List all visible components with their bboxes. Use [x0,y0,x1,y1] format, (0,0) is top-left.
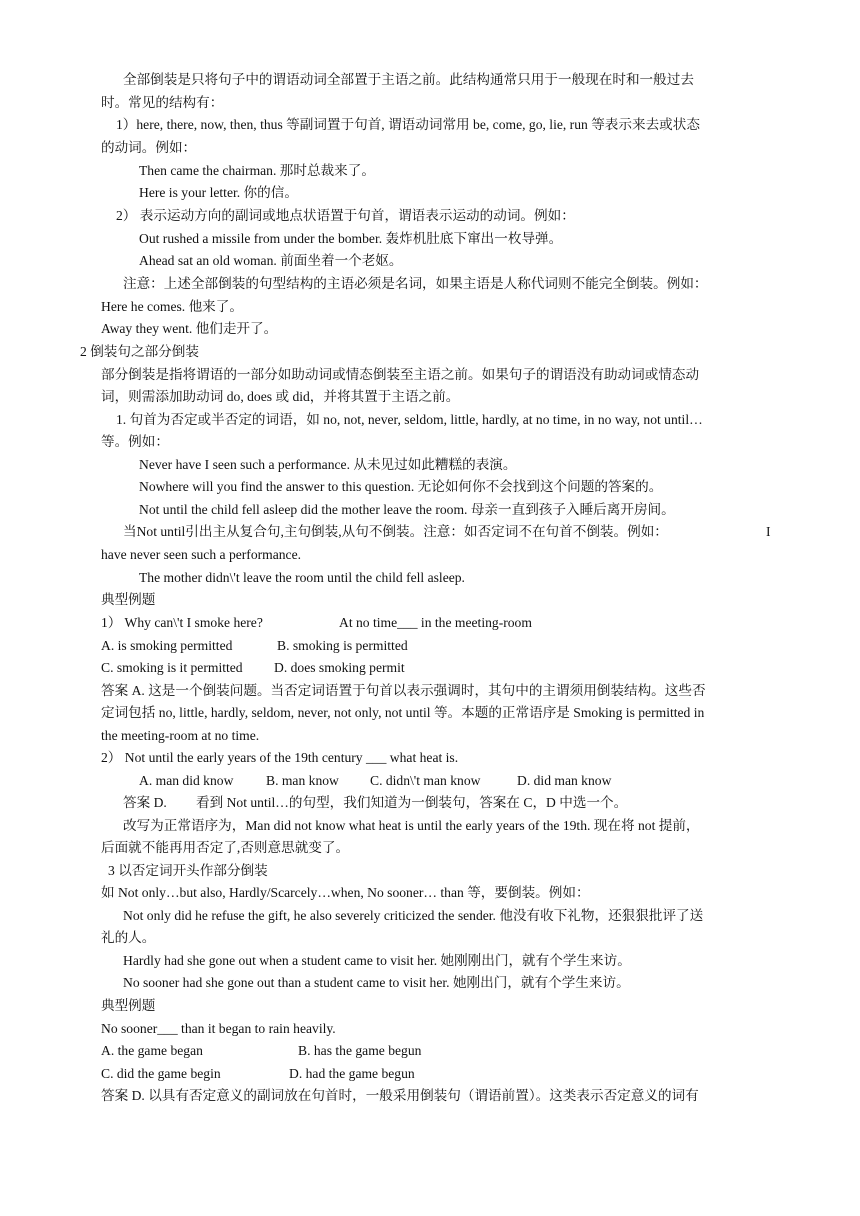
option-c: C. did the game begin [101,1066,221,1081]
option-b: B. has the game begun [298,1043,422,1058]
example-sentence: No sooner had she gone out than a student came to visit her. 她刚出门，就有个学生来访。 [123,975,630,990]
option-c: C. smoking is it permitted [101,660,243,675]
example-sentence: Not only did he refuse the gift, he also severely criticized the sender. 他没有收下礼物，还狠狠批评了送 [123,908,704,923]
subheading: 典型例题 [101,998,156,1013]
example-sentence: The mother didn\'t leave the room until the child fell asleep. [139,570,465,585]
text-line: 时。常见的结构有： [101,95,224,110]
answer-label: 答案 D. [123,795,167,810]
text-line: 词，则需添加助动词 do, does 或 did，并将其置于主语之前。 [101,389,460,404]
note-line: 当Not until引出主从复合句,主句倒装,从句不倒装。注意：如否定词不在句首不倒装。例如： [123,524,668,539]
question-number-stem: 1） Why can\'t I smoke here? [101,615,263,630]
example-sentence: Out rushed a missile from under the bomber. 轰炸机肚底下窜出一枚导弹。 [139,231,563,246]
option-a: A. the game began [101,1043,203,1058]
text-line: 1. 句首为否定或半否定的词语，如 no, not, never, seldom, little, hardly, at no time, in no way, not until… [116,412,703,427]
example-sentence: Hardly had she gone out when a student came to visit her. 她刚刚出门，就有个学生来访。 [123,953,631,968]
example-sentence: Away they went. 他们走开了。 [101,321,278,336]
example-sentence: Here is your letter. 你的信。 [139,185,298,200]
text-fragment: I [766,524,771,539]
answer-line: 定词包括 no, little, hardly, seldom, never, not only, not until 等。本题的正常语序是 Smoking is permitted in [101,705,705,720]
section-heading: 2 倒装句之部分倒装 [80,344,199,359]
question-stem: No sooner___ than it began to rain heavily. [101,1021,336,1036]
answer-line: 答案 A. 这是一个倒装问题。当否定词语置于句首以表示强调时，其句中的主谓须用倒装结构。这些否 [101,683,706,698]
option-b: B. smoking is permitted [277,638,408,653]
example-sentence: Not until the child fell asleep did the mother leave the room. 母亲一直到孩子入睡后离开房间。 [139,502,675,517]
option-d: D. had the game begun [289,1066,415,1081]
option-a: A. is smoking permitted [101,638,233,653]
answer-line: the meeting-room at no time. [101,728,260,743]
example-sentence: Ahead sat an old woman. 前面坐着一个老妪。 [139,253,403,268]
option-a: A. man did know [139,773,234,788]
text-line: 改写为正常语序为，Man did not know what heat is until the early years of the 19th. 现在将 not 提前， [123,818,700,833]
text-line: have never seen such a performance. [101,547,302,562]
question-stem: 2） Not until the early years of the 19th century ___ what heat is. [101,750,459,765]
text-line: 的动词。例如： [101,140,197,155]
text-line: 1）here, there, now, then, thus 等副词置于句首, 谓语动词常用 be, come, go, lie, run 等表示来去或状态 [116,117,700,132]
text-line: 等。例如： [101,434,169,449]
text-line: 2） 表示运动方向的副词或地点状语置于句首，谓语表示运动的动词。例如： [116,208,575,223]
answer-line: 答案 D. 以具有否定意义的副词放在句首时，一般采用倒装句（谓语前置）。这类表示否定意义的词有 [101,1088,699,1103]
question-stem: At no time___ in the meeting-room [339,615,532,630]
option-d: D. does smoking permit [274,660,405,675]
text-line: 部分倒装是指将谓语的一部分如助动词或情态倒装至主语之前。如果句子的谓语没有助动词或情态动 [101,367,700,382]
example-sentence: Then came the chairman. 那时总裁来了。 [139,163,375,178]
example-sentence: 礼的人。 [101,930,156,945]
text-line: 如 Not only…but also, Hardly/Scarcely…when, No sooner… than 等，要倒装。例如： [101,885,590,900]
subheading: 典型例题 [101,592,156,607]
option-b: B. man know [266,773,339,788]
example-sentence: Here he comes. 他来了。 [101,299,243,314]
text-line: 后面就不能再用否定了,否则意思就变了。 [101,840,350,855]
option-d: D. did man know [517,773,612,788]
text-line: 全部倒装是只将句子中的谓语动词全部置于主语之前。此结构通常只用于一般现在时和一般过去 [123,72,694,87]
section-heading: 3 以否定词开头作部分倒装 [108,863,268,878]
answer-line: 看到 Not until…的句型，我们知道为一倒装句，答案在 C，D 中选一个。 [196,795,628,810]
example-sentence: Nowhere will you find the answer to this question. 无论如何你不会找到这个问题的答案的。 [139,479,663,494]
option-c: C. didn\'t man know [370,773,481,788]
example-sentence: Never have I seen such a performance. 从未见过如此糟糕的表演。 [139,457,517,472]
note-line: 注意：上述全部倒装的句型结构的主语必须是名词，如果主语是人称代词则不能完全倒装。例如： [123,276,708,291]
